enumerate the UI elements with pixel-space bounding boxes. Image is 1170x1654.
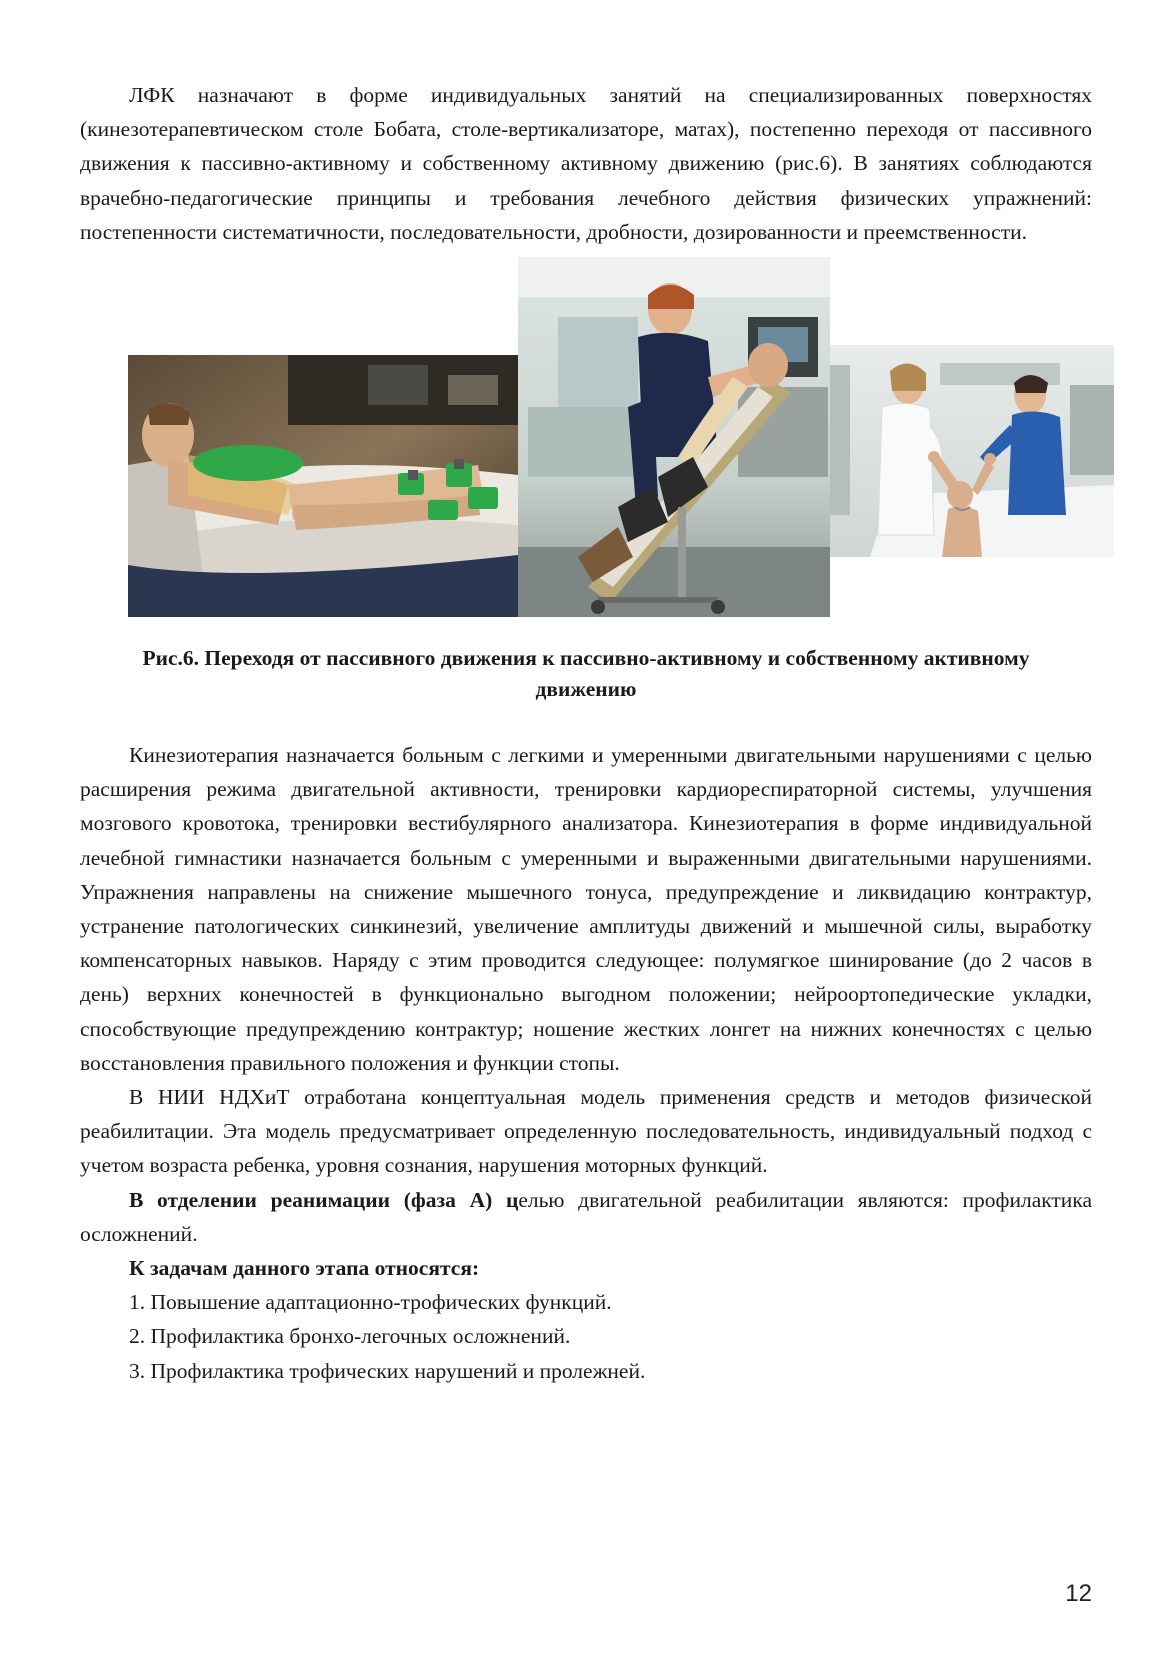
task-item: 2. Профилактика бронхо-легочных осложнений.	[129, 1324, 571, 1349]
photo-arm-exercise	[830, 345, 1114, 557]
intro-paragraph: ЛФК назначают в форме индивидуальных занятий на специализированных поверхностях (кинезотерапевтическом столе Бобата, столе-вертикализаторе, матах), постепенно переходя от пассивного движения к пассивно-активному и собственному активному движению (рис.6). В занятиях соблюдаются врачебно-педагогические принципы и требования лечебного действия физических упражнений: постепенности систематичности, последовательности, дробности, дозированности и преемственности.	[80, 83, 1092, 244]
page-number: 12	[1065, 1580, 1092, 1607]
photo-child-in-bed	[128, 355, 518, 617]
reanimation-paragraph	[80, 1183, 1092, 1251]
document-page	[80, 78, 1092, 1388]
reanimation-bold-lead: В отделении реанимации (фаза А) ц	[129, 1187, 519, 1212]
tasks-heading-text: К задачам данного этапа относятся:	[129, 1256, 480, 1281]
photo-verticalizer-table	[518, 257, 830, 617]
reanimation-text: елью двигательной реабилитации являются: профилактика осложнений.	[80, 1187, 1092, 1246]
figure-caption: Рис.6. Переходя от пассивного движения к пассивно-активному и собственному активному движению	[142, 646, 1030, 702]
tasks-heading	[80, 1251, 1092, 1285]
task-item: 1. Повышение адаптационно-трофических функций.	[129, 1290, 612, 1315]
conceptual-model-paragraph: В НИИ НДХиТ отработана концептуальная модель применения средств и методов физической реабилитации. Эта модель предусматривает определенную последовательность, индивидуальный подход с учетом возраста ребенка, уровня сознания, нарушения моторных функций.	[80, 1085, 1092, 1178]
figure-6	[80, 257, 1092, 643]
kinesiotherapy-paragraph: Кинезиотерапия назначается больным с легкими и умеренными двигательными нарушениями с целью расширения режима двигательной активности, тренировки кардиореспираторной системы, улучшения мозгового кровотока, тренировки вестибулярного анализатора. Кинезиотерапия в форме индивидуальной лечебной гимнастики назначается больным с умеренными и выраженными двигательными нарушениями. Упражнения направлены на снижение мышечного тонуса, предупреждение и ликвидацию контрактур, устранение патологических синкинезий, увеличение амплитуды движений и мышечной силы, выработку компенсаторных навыков. Наряду с этим проводится следующее: полумягкое шинирование (до 2 часов в день) верхних конечностей в функционально выгодном положении; нейроортопедические укладки, способствующие предупреждению контрактур; ношение жестких лонгет на нижних конечностях с целью восстановления правильного положения и функции стопы.	[80, 743, 1092, 1075]
task-item: 3. Профилактика трофических нарушений и пролежней.	[129, 1358, 646, 1383]
